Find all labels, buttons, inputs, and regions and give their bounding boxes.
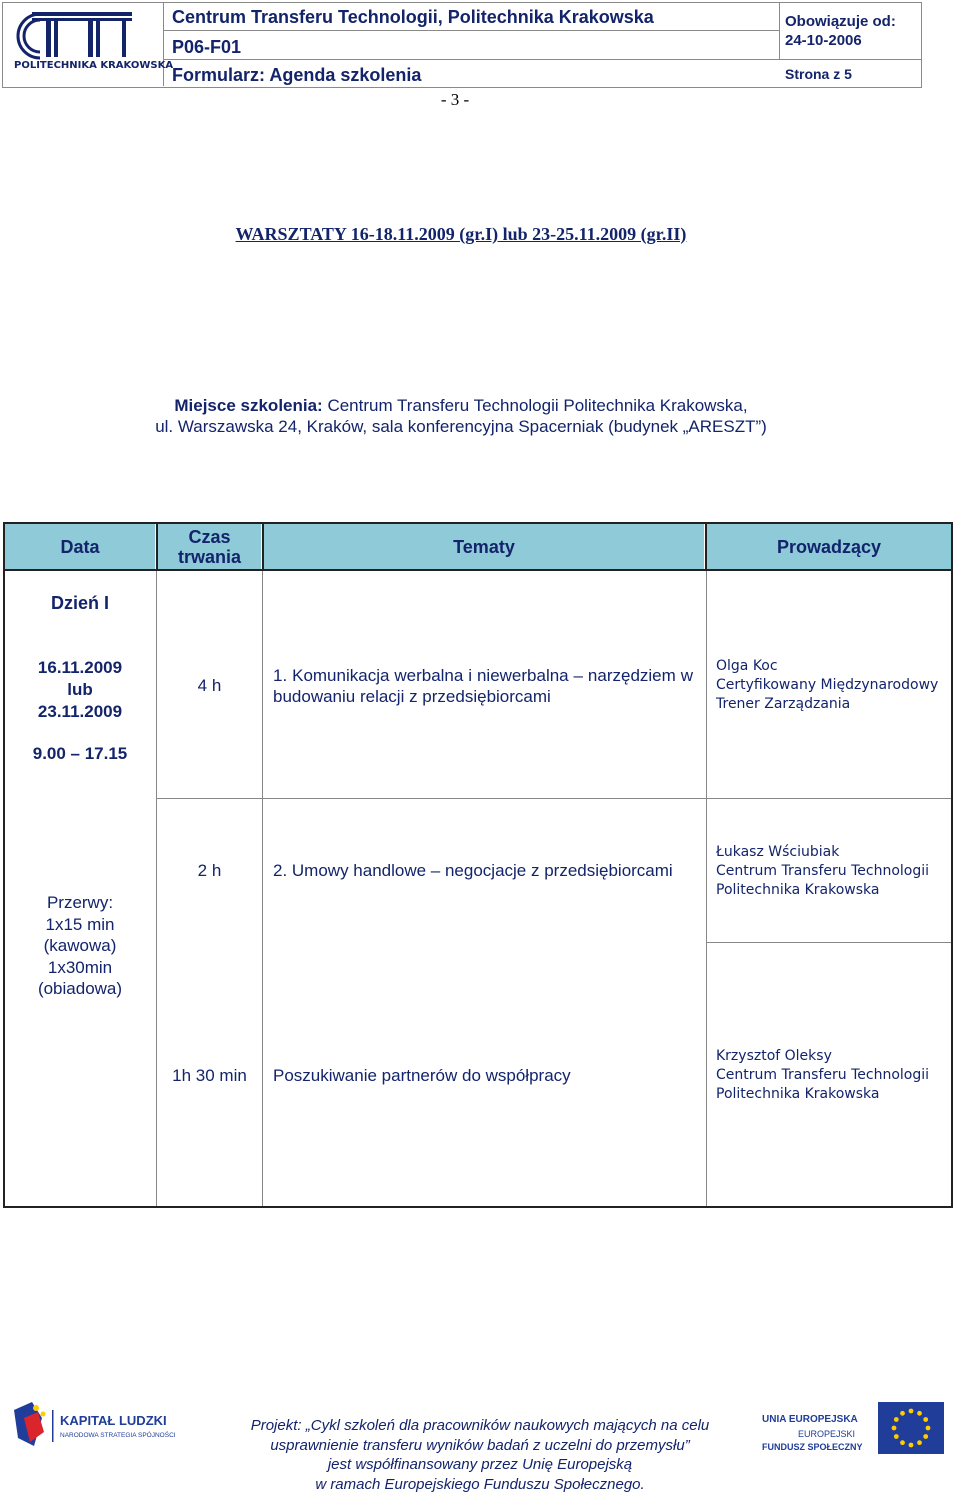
valid-from-label: Obowiązuje od:	[785, 13, 896, 30]
svg-text:KAPITAŁ LUDZKI: KAPITAŁ LUDZKI	[60, 1413, 167, 1428]
svg-text:NARODOWA STRATEGIA SPÓJNOŚCI: NARODOWA STRATEGIA SPÓJNOŚCI	[60, 1432, 176, 1439]
page-number: - 3 -	[440, 90, 470, 109]
form-title: Formularz: Agenda szkolenia	[172, 65, 422, 85]
venue-line-2: ul. Warszawska 24, Kraków, sala konferencyjna Spacerniak (budynek „ARESZT”)	[155, 417, 767, 436]
svg-text:FUNDUSZ SPOŁECZNY: FUNDUSZ SPOŁECZNY	[762, 1442, 863, 1452]
eu-star-icon	[917, 1440, 922, 1445]
svg-text:POLITECHNIKA KRAKOWSKA: POLITECHNIKA KRAKOWSKA	[14, 60, 174, 71]
row-1-topic: 1. Komunikacja werbalna i niewerbalna – narzędziem w budowaniu relacji z przedsiębiorcami	[273, 666, 693, 706]
svg-text:UNIA EUROPEJSKA: UNIA EUROPEJSKA	[762, 1414, 858, 1425]
row-2-topic: 2. Umowy handlowe – negocjacje z przedsiębiorcami	[273, 861, 673, 880]
row-3-topic: Poszukiwanie partnerów do współpracy	[273, 1066, 571, 1085]
eu-star-icon	[917, 1411, 922, 1416]
row-3-lead: Krzysztof Oleksy Centrum Transferu Technologii Politechnika Krakowska	[716, 1048, 930, 1102]
eu-star-icon	[909, 1443, 914, 1448]
venue	[0, 395, 922, 437]
header-tematy: Tematy	[264, 524, 704, 569]
header-data: Data	[5, 524, 155, 569]
eu-star-icon	[900, 1440, 905, 1445]
row-1-lead: Olga Koc Certyfikowany Międzynarodowy Trener Zarządzania	[716, 658, 939, 712]
row-3-duration: 1h 30 min	[172, 1066, 247, 1085]
eu-star-icon	[894, 1434, 899, 1439]
svg-text:EUROPEJSKI: EUROPEJSKI	[798, 1429, 856, 1439]
venue-line-1: Centrum Transferu Technologii Politechnika Krakowska,	[322, 396, 748, 415]
workshop-title: WARSZTATY 16-18.11.2009 (gr.I) lub 23-25.11.2009 (gr.II)	[235, 224, 687, 244]
eu-star-icon	[894, 1417, 899, 1422]
project-footnote: Projekt: „Cykl szkoleń dla pracowników naukowych mających na celu usprawnienie transferu wyników badań z uczelni do przemysłu” jest współfinansowany przez Unię Europejską w ramach Europejskiego Funduszu Społecznego.	[250, 1417, 710, 1493]
form-code: P06-F01	[172, 37, 242, 57]
row-2-duration: 2 h	[197, 861, 222, 880]
venue-label: Miejsce szkolenia:	[174, 396, 323, 415]
row-2-lead: Łukasz Wściubiak Centrum Transferu Technologii Politechnika Krakowska	[716, 844, 930, 898]
header-prowadzacy: Prowadzący	[707, 524, 951, 569]
institution-name: Centrum Transferu Technologii, Politechnika Krakowska	[172, 7, 654, 27]
training-hours: 9.00 – 17.15	[32, 744, 128, 763]
row-1-duration: 4 h	[197, 676, 222, 695]
eu-star-icon	[926, 1426, 931, 1431]
training-dates: 16.11.2009 lub 23.11.2009	[37, 658, 123, 721]
kapital-ludzki-logo	[12, 1398, 192, 1454]
eu-social-fund-logo	[760, 1400, 950, 1460]
breaks-info: Przerwy: 1x15 min (kawowa) 1x30min (obiadowa)	[37, 893, 123, 998]
day-label: Dzień I	[50, 593, 109, 613]
valid-from-date: 24-10-2006	[785, 32, 862, 49]
header-czas: Czas trwania	[158, 524, 261, 569]
eu-star-icon	[900, 1411, 905, 1416]
eu-star-icon	[923, 1417, 928, 1422]
eu-star-icon	[923, 1434, 928, 1439]
eu-star-icon	[909, 1409, 914, 1414]
eu-star-icon	[892, 1426, 897, 1431]
page-indicator: Strona z 5	[785, 66, 852, 82]
politechnika-krakowska-logo	[10, 6, 174, 80]
